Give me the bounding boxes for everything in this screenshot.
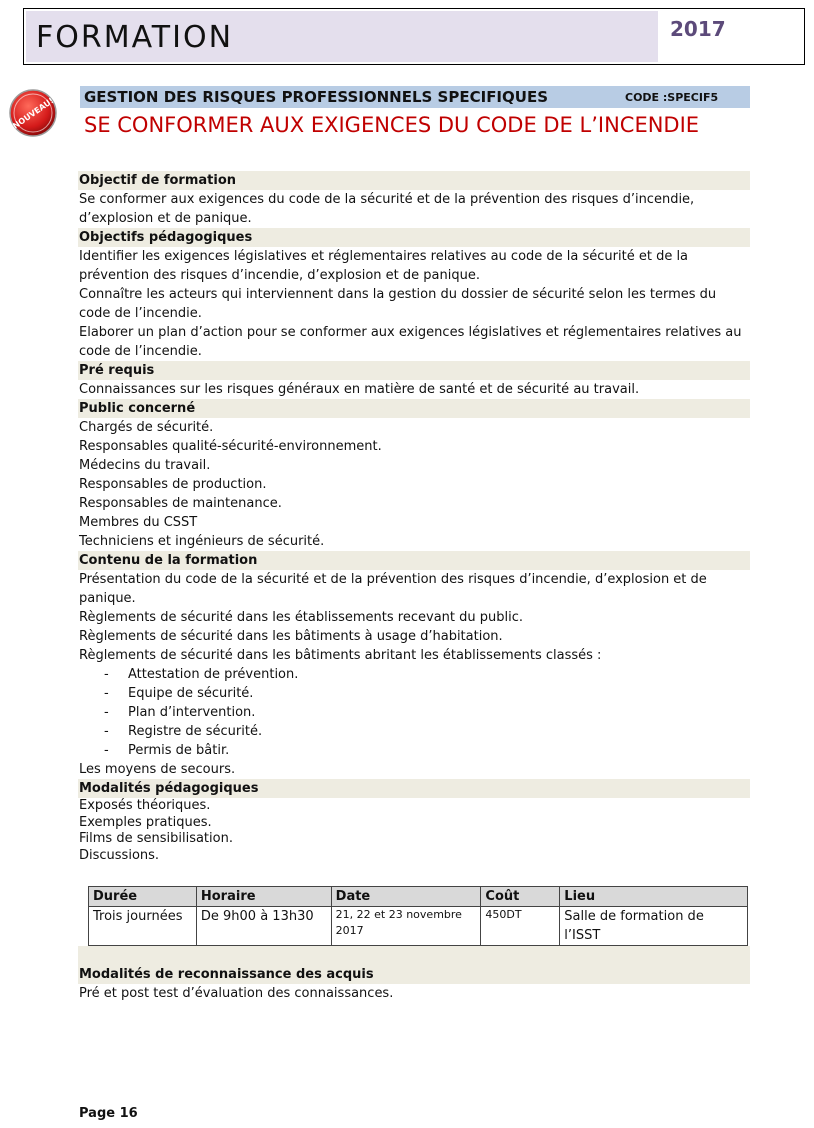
reconnaissance-text: Pré et post test d’évaluation des connaissances. xyxy=(79,986,394,1001)
page-number: Page 16 xyxy=(79,1106,138,1121)
course-content xyxy=(78,171,750,1003)
badge-text: NOUVEAU! xyxy=(11,96,56,131)
new-badge-icon xyxy=(8,88,58,138)
contenu-item: Règlements de sécurité dans les bâtiments abritant les établissements classés : xyxy=(79,648,602,663)
table-row xyxy=(89,907,748,946)
table-header-cell: Durée xyxy=(89,887,197,907)
contenu-item: Règlements de sécurité dans les établissements recevant du public. xyxy=(79,610,523,625)
section-heading-objectif: Objectif de formation xyxy=(78,171,750,190)
course-category: GESTION DES RISQUES PROFESSIONNELS SPECIFIQUES xyxy=(84,88,548,106)
objectif-text: Se conformer aux exigences du code de la sécurité et de la prévention des risques d’incendie, d’explosion et de panique. xyxy=(79,192,695,226)
list-item: - Plan d’intervention. xyxy=(78,703,750,722)
public-item: Responsables de maintenance. xyxy=(79,496,282,511)
public-item: Responsables qualité-sécurité-environnement. xyxy=(79,439,382,454)
course-category-bar xyxy=(80,86,750,108)
section-heading-reconnaissance: Modalités de reconnaissance des acquis xyxy=(78,946,750,984)
table-cell-date: 21, 22 et 23 novembre 2017 xyxy=(331,907,481,946)
public-item: Chargés de sécurité. xyxy=(79,420,214,435)
list-item: - Equipe de sécurité. xyxy=(78,684,750,703)
section-heading-contenu: Contenu de la formation xyxy=(78,551,750,570)
section-heading-public: Public concerné xyxy=(78,399,750,418)
pedagogique-item: Connaître les acteurs qui interviennent dans la gestion du dossier de sécurité selon les termes du code de l’incendie. xyxy=(79,287,717,321)
course-title: SE CONFORMER AUX EXIGENCES DU CODE DE L’INCENDIE xyxy=(84,113,700,137)
contenu-bullet-list xyxy=(78,665,750,760)
contenu-item: Règlements de sécurité dans les bâtiments à usage d’habitation. xyxy=(79,629,503,644)
table-cell-cout: 450DT xyxy=(481,907,560,946)
list-item: - Attestation de prévention. xyxy=(78,665,750,684)
table-header-cell: Coût xyxy=(481,887,560,907)
modalite-item: Exposés théoriques. xyxy=(79,798,211,813)
contenu-closing: Les moyens de secours. xyxy=(79,762,236,777)
list-item: - Registre de sécurité. xyxy=(78,722,750,741)
course-code: CODE :SPECIF5 xyxy=(625,91,719,104)
table-header-row xyxy=(89,887,748,907)
session-info-table xyxy=(88,886,748,946)
contenu-item: Présentation du code de la sécurité et de la prévention des risques d’incendie, d’explosion et de panique. xyxy=(79,572,707,606)
table-cell-lieu: Salle de formation de l’ISST xyxy=(560,907,748,946)
header-year: 2017 xyxy=(670,17,726,41)
pedagogique-item: Identifier les exigences législatives et réglementaires relatives au code de la sécurité et de la prévention des risques d’incendie, d’explosion et de panique. xyxy=(79,249,689,283)
modalite-item: Discussions. xyxy=(79,847,160,863)
prerequis-text: Connaissances sur les risques généraux en matière de santé et de sécurité au travail. xyxy=(79,382,640,397)
pedagogique-item: Elaborer un plan d’action pour se conformer aux exigences législatives et réglementaires relatives au code de l’incendie. xyxy=(79,325,742,359)
header-title-band xyxy=(26,11,658,62)
table-cell-horaire: De 9h00 à 13h30 xyxy=(196,907,331,946)
table-header-cell: Date xyxy=(331,887,481,907)
section-heading-pedagogiques: Objectifs pédagogiques xyxy=(78,228,750,247)
table-header-cell: Lieu xyxy=(560,887,748,907)
table-header-cell: Horaire xyxy=(196,887,331,907)
public-item: Médecins du travail. xyxy=(79,458,211,473)
modalite-item: Exemples pratiques. xyxy=(79,814,212,830)
public-item: Membres du CSST xyxy=(79,515,198,530)
public-item: Techniciens et ingénieurs de sécurité. xyxy=(79,534,325,549)
table-cell-duree: Trois journées xyxy=(89,907,197,946)
modalite-item: Films de sensibilisation. xyxy=(79,831,233,846)
list-item: - Permis de bâtir. xyxy=(78,741,750,760)
section-heading-prerequis: Pré requis xyxy=(78,361,750,380)
header-title: FORMATION xyxy=(36,20,234,55)
public-item: Responsables de production. xyxy=(79,477,267,492)
section-heading-modalites: Modalités pédagogiques xyxy=(78,779,750,798)
page-header xyxy=(23,8,805,65)
